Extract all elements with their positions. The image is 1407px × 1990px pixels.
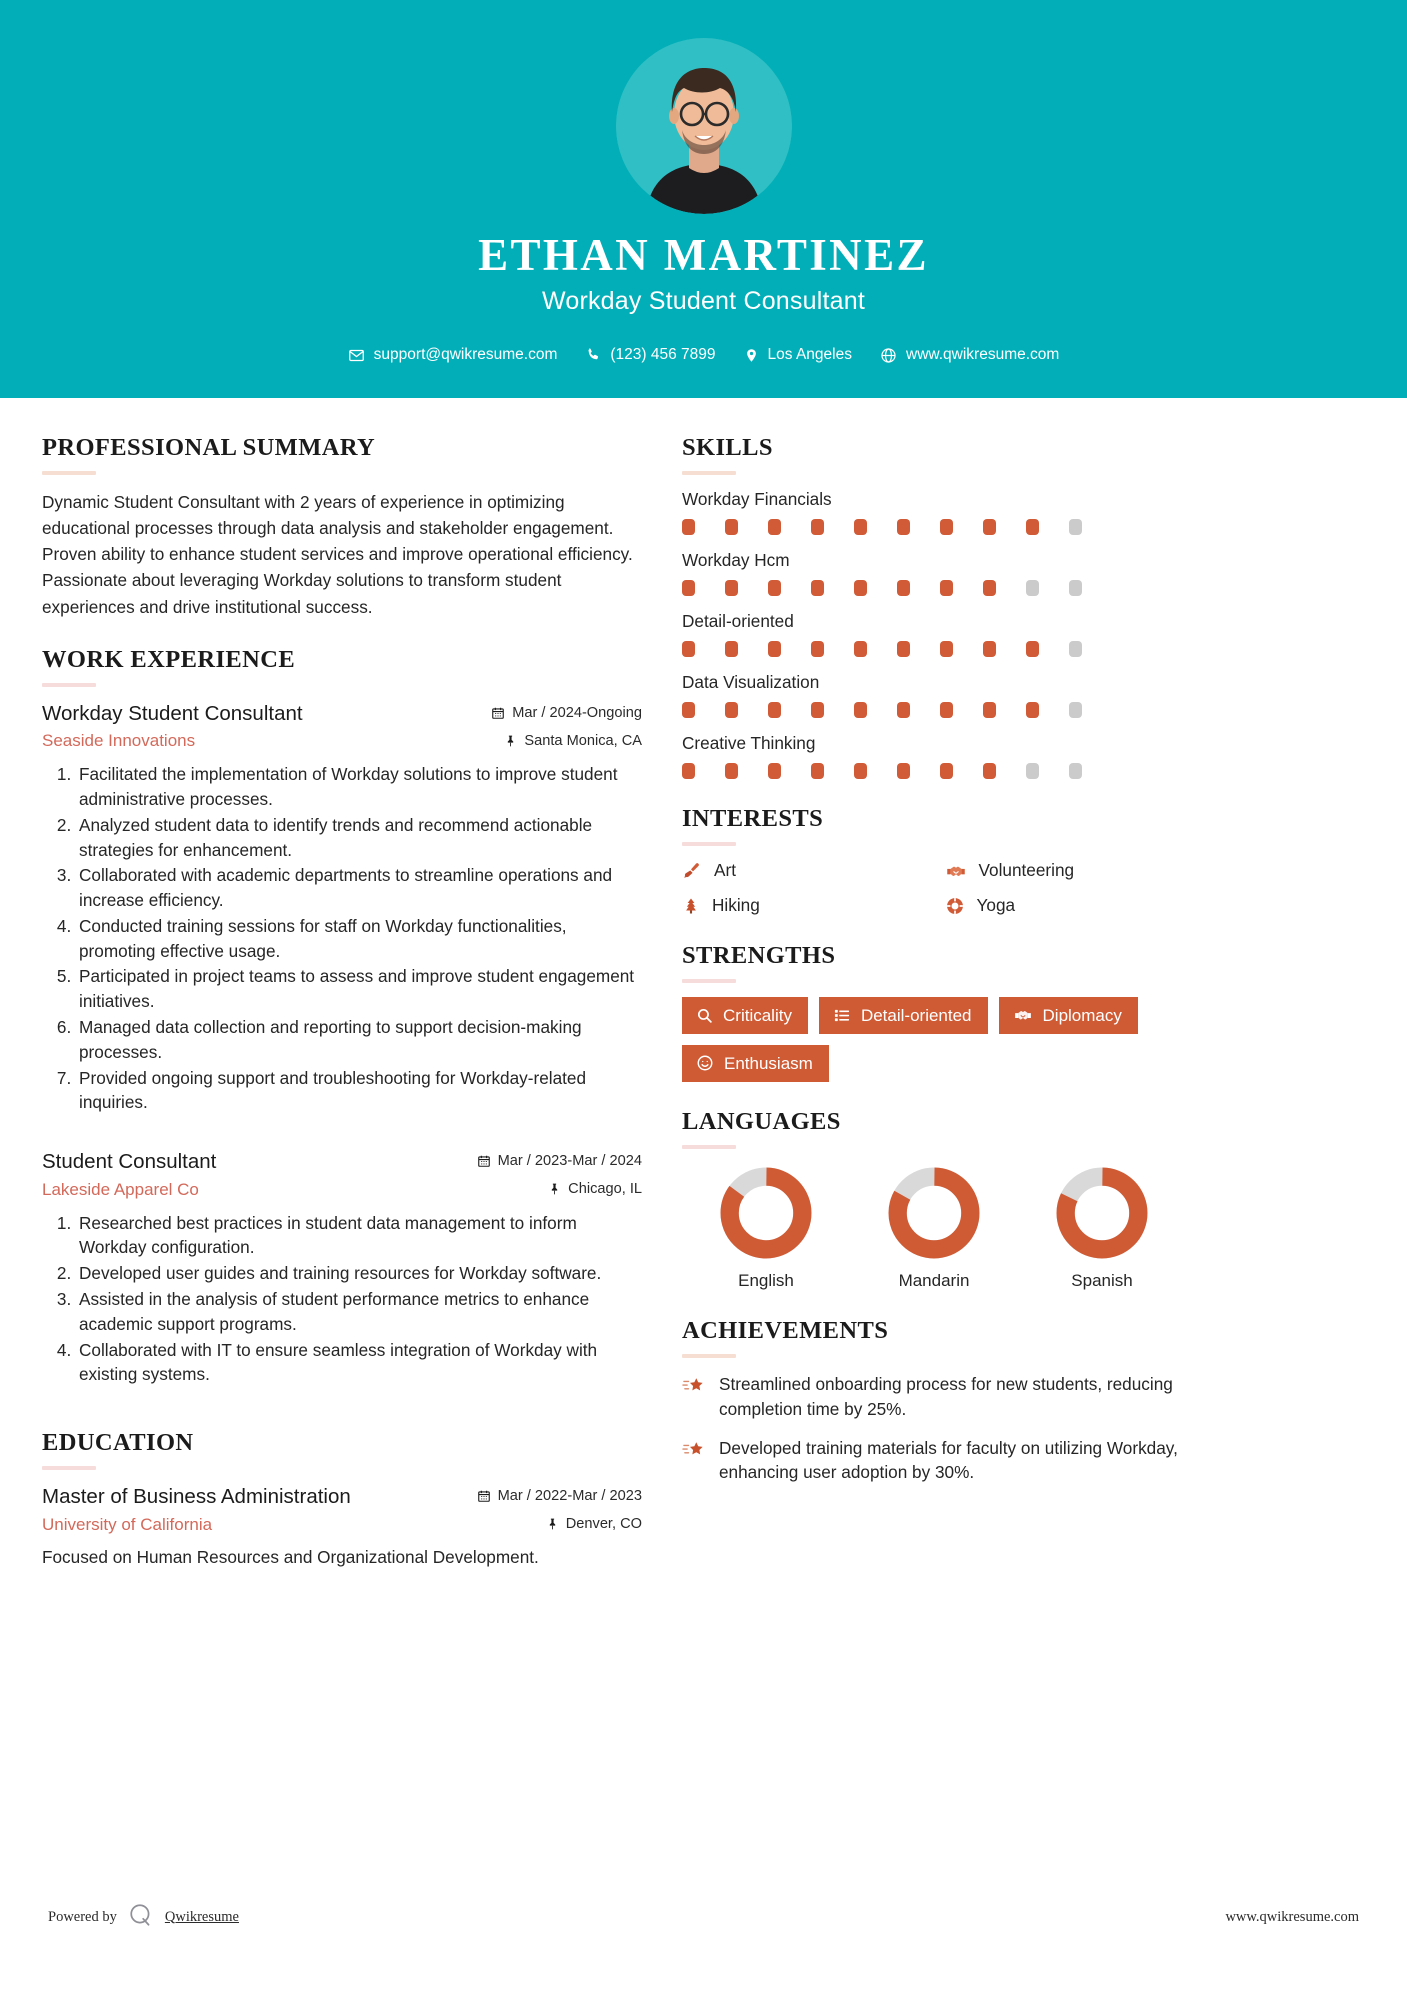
skill-dot xyxy=(940,702,953,718)
resume-header xyxy=(0,0,1407,398)
pushpin-icon xyxy=(546,1517,559,1531)
footer-url: www.qwikresume.com xyxy=(1225,1908,1359,1925)
summary-text: Dynamic Student Consultant with 2 years of experience in optimizing educational processes through data analysis and stakeholder engagement. Proven ability to enhance student services and improve operational efficiency. Passionate about leveraging Workday solutions to transform student experiences and drive institutional success. xyxy=(42,492,633,617)
experience-location xyxy=(491,733,642,749)
section-rule xyxy=(682,1354,736,1358)
skill-dot xyxy=(854,702,867,718)
skill-dot xyxy=(854,519,867,535)
skill-dot xyxy=(768,641,781,657)
interest-item xyxy=(682,860,945,881)
skill-dot xyxy=(725,580,738,596)
skill-dot xyxy=(682,580,695,596)
skill-item xyxy=(682,733,1207,779)
powered-by-label: Powered by xyxy=(48,1908,117,1925)
magnifier-icon xyxy=(696,1007,713,1024)
skill-dot xyxy=(1026,580,1039,596)
achievement-item xyxy=(682,1436,1207,1486)
skill-dot xyxy=(940,519,953,535)
skill-dot xyxy=(940,580,953,596)
experience-meta-block xyxy=(491,701,642,749)
interest-label: Art xyxy=(714,860,736,880)
education-dates xyxy=(477,1488,642,1504)
list-item: 6. Managed data collection and reporting to support decision-making processes. xyxy=(76,1015,642,1065)
achievement-text: Developed training materials for faculty on utilizing Workday, enhancing user adoption by 30%. xyxy=(719,1437,1178,1483)
skill-label: Data Visualization xyxy=(682,672,820,692)
skill-dot xyxy=(983,641,996,657)
skill-dot xyxy=(940,763,953,779)
skill-item xyxy=(682,489,1207,535)
smiley-icon xyxy=(696,1054,714,1072)
interest-label: Hiking xyxy=(712,895,760,915)
strength-label: Enthusiasm xyxy=(724,1053,813,1073)
skill-rating xyxy=(682,641,1082,657)
section-rule xyxy=(682,471,736,475)
skill-dot xyxy=(1026,702,1039,718)
qwikresume-link[interactable]: Qwikresume xyxy=(164,1908,239,1925)
skill-dot xyxy=(682,702,695,718)
handshake-icon xyxy=(945,861,967,881)
contact-email-text: support@qwikresume.com xyxy=(373,346,558,364)
skill-dot xyxy=(725,702,738,718)
education-dates-text: Mar / 2022-Mar / 2023 xyxy=(497,1488,642,1505)
skill-dot xyxy=(897,702,910,718)
strength-label: Criticality xyxy=(723,1005,792,1025)
skill-dot xyxy=(854,641,867,657)
achievement-text: Streamlined onboarding process for new students, reducing completion time by 25%. xyxy=(719,1374,1173,1419)
list-item: 2. Developed user guides and training resources for Workday software. xyxy=(76,1261,642,1286)
pushpin-icon xyxy=(548,1182,561,1196)
contact-email[interactable] xyxy=(339,346,567,364)
skill-dot xyxy=(811,641,824,657)
skill-dot xyxy=(725,641,738,657)
list-item: 7. Provided ongoing support and troubleshooting for Workday-related inquiries. xyxy=(76,1066,642,1116)
interest-item xyxy=(945,895,1208,916)
section-rule xyxy=(42,683,96,687)
experience-header xyxy=(42,1149,642,1200)
resume-body xyxy=(0,398,1407,1596)
section-rule xyxy=(42,471,96,475)
experience-dates-text: Mar / 2024-Ongoing xyxy=(512,704,642,721)
skill-dot xyxy=(1026,641,1039,657)
skill-dot xyxy=(811,519,824,535)
language-item xyxy=(1018,1165,1186,1291)
tree-icon xyxy=(682,896,700,916)
skill-rating xyxy=(682,519,1082,535)
lifebuoy-icon xyxy=(945,896,965,916)
skill-item xyxy=(682,611,1207,657)
language-donut-chart xyxy=(1054,1165,1150,1261)
list-item: 3. Collaborated with academic departments to streamline operations and increase efficiency. xyxy=(76,863,642,913)
section-skills xyxy=(682,434,1207,779)
paintbrush-icon xyxy=(682,861,702,881)
right-column xyxy=(682,434,1207,1596)
skill-dot xyxy=(940,641,953,657)
skill-dot xyxy=(854,763,867,779)
skill-item xyxy=(682,550,1207,596)
experience-company: Seaside Innovations xyxy=(42,731,196,751)
education-title-block xyxy=(42,1484,477,1535)
skill-dot xyxy=(897,641,910,657)
experience-location xyxy=(477,1181,642,1197)
section-heading-languages: LANGUAGES xyxy=(682,1108,841,1135)
skill-dot xyxy=(983,763,996,779)
education-description: Focused on Human Resources and Organizational Development. xyxy=(42,1546,539,1567)
language-item xyxy=(850,1165,1018,1291)
list-item: 4. Conducted training sessions for staff on Workday functionalities, promoting effective usage. xyxy=(76,914,642,964)
skill-dot xyxy=(768,763,781,779)
experience-duties xyxy=(42,762,642,1115)
pushpin-icon xyxy=(504,734,517,748)
avatar xyxy=(616,38,792,214)
section-rule xyxy=(682,842,736,846)
experience-role: Student Consultant xyxy=(42,1150,217,1174)
strength-chip-criticality xyxy=(682,997,808,1034)
strength-chip-diplomacy xyxy=(999,997,1138,1034)
section-rule xyxy=(682,979,736,983)
achievement-item xyxy=(682,1372,1207,1422)
list-item: 2. Analyzed student data to identify trends and recommend actionable strategies for enhancement. xyxy=(76,813,642,863)
phone-icon xyxy=(585,347,601,363)
section-rule xyxy=(42,1466,96,1470)
list-item: 1. Researched best practices in student data management to inform Workday configuration. xyxy=(76,1211,642,1261)
language-item xyxy=(682,1165,850,1291)
skill-dot xyxy=(1069,763,1082,779)
skill-rating xyxy=(682,763,1082,779)
calendar-icon xyxy=(477,1489,491,1503)
experience-location-text: Chicago, IL xyxy=(568,1181,642,1198)
avatar-photo-icon xyxy=(616,38,792,214)
experience-entry xyxy=(42,701,642,1115)
list-item: 3. Assisted in the analysis of student performance metrics to enhance academic support programs. xyxy=(76,1287,642,1337)
skill-dot xyxy=(682,519,695,535)
section-heading-interests: INTERESTS xyxy=(682,805,824,832)
section-strengths xyxy=(682,942,1207,1082)
page-footer xyxy=(0,1882,1407,1990)
section-heading-strengths: STRENGTHS xyxy=(682,942,836,969)
section-heading-education: EDUCATION xyxy=(42,1429,194,1457)
skill-dot xyxy=(897,580,910,596)
interest-label: Yoga xyxy=(976,895,1016,915)
qwikresume-logo-icon xyxy=(128,1902,154,1933)
skill-rating xyxy=(682,580,1082,596)
experience-header xyxy=(42,701,642,752)
language-donut-chart xyxy=(886,1165,982,1261)
skill-dot xyxy=(854,580,867,596)
skill-rating xyxy=(682,702,1082,718)
section-heading-achievements: ACHIEVEMENTS xyxy=(682,1317,889,1344)
skill-dot xyxy=(768,702,781,718)
calendar-icon xyxy=(491,706,505,720)
skill-dot xyxy=(983,519,996,535)
skill-dot xyxy=(983,702,996,718)
skill-dot xyxy=(811,580,824,596)
envelope-icon xyxy=(348,347,365,364)
skill-dot xyxy=(725,763,738,779)
header-job-title: Workday Student Consultant xyxy=(542,287,865,316)
experience-meta-block xyxy=(477,1149,642,1197)
interest-item xyxy=(945,860,1208,881)
strength-chip-enthusiasm xyxy=(682,1045,829,1082)
skill-dot xyxy=(1026,763,1039,779)
education-meta-block xyxy=(477,1484,642,1532)
skill-dot xyxy=(811,763,824,779)
contact-row xyxy=(0,346,1407,364)
skill-label: Workday Hcm xyxy=(682,550,790,570)
skill-label: Detail-oriented xyxy=(682,611,794,631)
contact-location-text: Los Angeles xyxy=(767,346,852,364)
skill-label: Workday Financials xyxy=(682,489,832,509)
globe-icon xyxy=(880,347,897,364)
section-professional-summary xyxy=(42,434,642,620)
list-item: 1. Facilitated the implementation of Workday solutions to improve student administrative processes. xyxy=(76,762,642,812)
language-label: Mandarin xyxy=(898,1271,970,1290)
handshake-icon xyxy=(1013,1006,1033,1024)
contact-phone[interactable] xyxy=(576,346,724,364)
strength-chip-detail-oriented xyxy=(819,997,988,1034)
skill-dot xyxy=(811,702,824,718)
skill-dot xyxy=(682,641,695,657)
skill-dot xyxy=(897,519,910,535)
section-heading-work-experience: WORK EXPERIENCE xyxy=(42,645,296,673)
list-icon xyxy=(833,1007,851,1024)
shooting-star-icon xyxy=(682,1372,706,1397)
interest-label: Volunteering xyxy=(978,860,1075,880)
education-school: University of California xyxy=(42,1514,213,1534)
section-heading-skills: SKILLS xyxy=(682,434,773,461)
skill-label: Creative Thinking xyxy=(682,733,816,753)
contact-location xyxy=(735,346,861,364)
section-languages xyxy=(682,1108,1207,1291)
interest-item xyxy=(682,895,945,916)
contact-website-text: www.qwikresume.com xyxy=(906,346,1060,364)
section-work-experience xyxy=(42,646,642,1387)
interests-grid xyxy=(682,860,1207,916)
calendar-icon xyxy=(477,1154,491,1168)
skill-dot xyxy=(768,519,781,535)
location-pin-icon xyxy=(744,347,759,364)
skill-dot xyxy=(682,763,695,779)
contact-website[interactable] xyxy=(871,346,1068,364)
skill-dot xyxy=(1069,702,1082,718)
education-degree: Master of Business Administration xyxy=(42,1485,351,1509)
left-column xyxy=(42,434,642,1596)
education-location xyxy=(477,1516,642,1532)
page-title: ETHAN MARTINEZ xyxy=(478,230,929,280)
skill-dot xyxy=(1069,580,1082,596)
language-label: English xyxy=(738,1271,794,1290)
strength-label: Detail-oriented xyxy=(860,1005,972,1025)
experience-entry xyxy=(42,1149,642,1387)
skill-dot xyxy=(725,519,738,535)
experience-location-text: Santa Monica, CA xyxy=(524,732,642,749)
experience-duties xyxy=(42,1211,642,1387)
skill-dot xyxy=(1069,519,1082,535)
language-label: Spanish xyxy=(1071,1271,1133,1290)
shooting-star-icon xyxy=(682,1436,706,1461)
education-header xyxy=(42,1484,642,1535)
powered-by-block xyxy=(48,1902,239,1933)
languages-chart-row xyxy=(682,1165,1207,1291)
skill-dot xyxy=(1026,519,1039,535)
skill-dot xyxy=(897,763,910,779)
skill-dot xyxy=(1069,641,1082,657)
list-item: 5. Participated in project teams to assess and improve student engagement initiatives. xyxy=(76,964,642,1014)
section-heading-summary: PROFESSIONAL SUMMARY xyxy=(42,434,376,461)
strength-label: Diplomacy xyxy=(1042,1005,1122,1025)
language-donut-chart xyxy=(718,1165,814,1261)
section-achievements xyxy=(682,1317,1207,1485)
experience-title-block xyxy=(42,701,491,752)
section-rule xyxy=(682,1145,736,1149)
education-location-text: Denver, CO xyxy=(565,1516,642,1533)
experience-title-block xyxy=(42,1149,477,1200)
experience-dates xyxy=(491,705,642,721)
section-education xyxy=(42,1429,642,1570)
skill-dot xyxy=(768,580,781,596)
list-item: 4. Collaborated with IT to ensure seamless integration of Workday with existing systems. xyxy=(76,1338,642,1388)
section-interests xyxy=(682,805,1207,916)
strengths-list xyxy=(682,997,1207,1082)
contact-phone-text: (123) 456 7899 xyxy=(610,346,716,364)
experience-company: Lakeside Apparel Co xyxy=(42,1179,199,1199)
experience-dates-text: Mar / 2023-Mar / 2024 xyxy=(497,1153,642,1170)
education-entry xyxy=(42,1484,642,1570)
experience-dates xyxy=(477,1153,642,1169)
skill-item xyxy=(682,672,1207,718)
experience-role: Workday Student Consultant xyxy=(42,701,303,725)
skill-dot xyxy=(983,580,996,596)
